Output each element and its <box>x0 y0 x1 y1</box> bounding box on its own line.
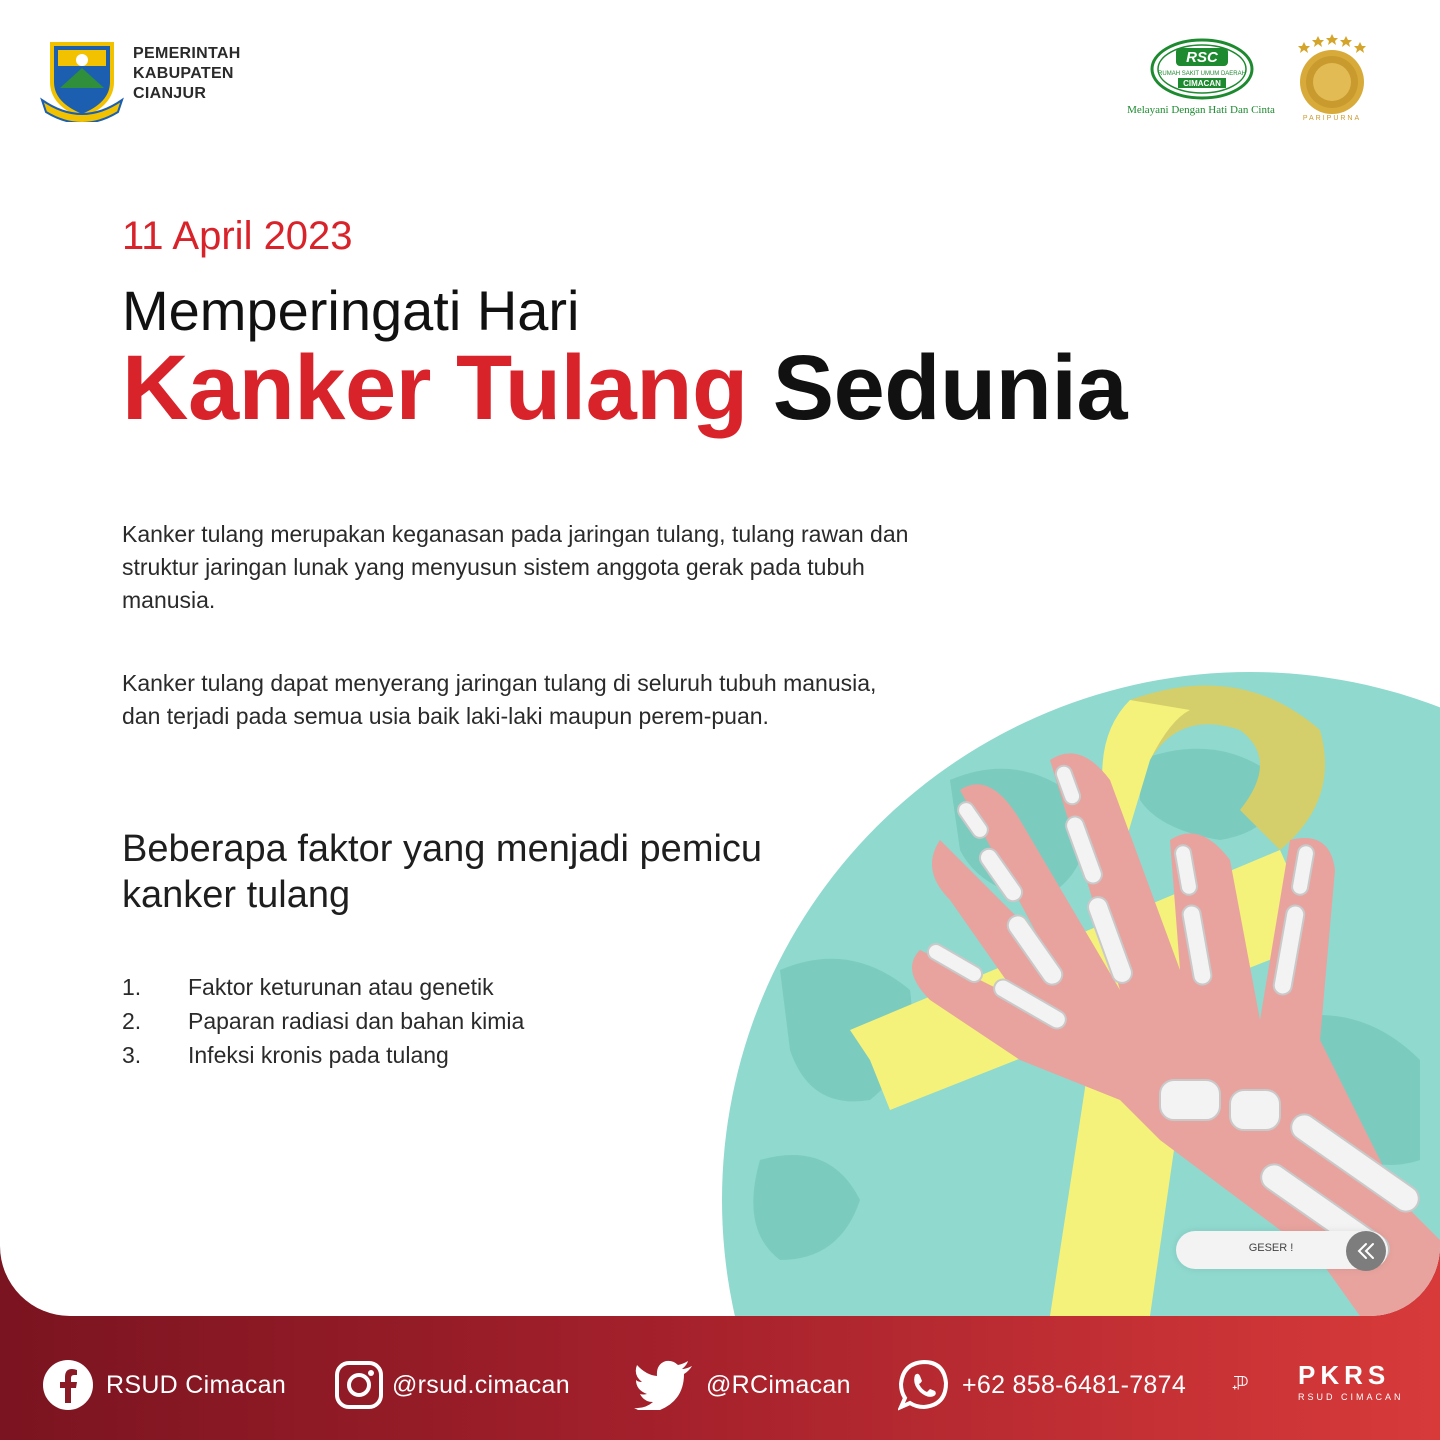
swipe-label: GESER ! <box>1248 1242 1294 1254</box>
rsc-city: CIMACAN <box>1183 79 1221 88</box>
whatsapp-number: +62 858-6481-7874 <box>962 1370 1187 1399</box>
detail-paragraph: Kanker tulang dapat menyerang jaringan tulang di seluruh tubuh manusia, dan terjadi pada semua usia baik laki-laki maupun perem-puan. <box>122 670 877 729</box>
list-item: 1. Faktor keturunan atau genetik <box>122 974 494 1000</box>
intro-paragraph: Kanker tulang merupakan keganasan pada jaringan tulang, tulang rawan dan struktur jaringan lunak yang menyusun sistem anggota gerak pada tubuh manusia. <box>122 521 909 613</box>
gov-title <box>133 44 241 104</box>
bone-cancer-illustration <box>720 640 1440 1316</box>
rsc-tagline: Melayani Dengan Hati Dan Cinta <box>1127 104 1275 116</box>
pkrs-brand: PKRS <box>1298 1360 1391 1390</box>
instagram-handle: @rsud.cimacan <box>392 1370 570 1399</box>
gov-line-1: PEMERINTAH <box>133 45 241 62</box>
gov-line-2: KABUPATEN <box>133 65 234 82</box>
twitter-link[interactable] <box>634 1360 851 1410</box>
event-date: 11 April 2023 <box>122 214 353 258</box>
factors-heading: Beberapa faktor yang menjadi pemicu kanker tulang <box>122 828 763 916</box>
title-suffix: Sedunia <box>772 337 1128 439</box>
double-chevron-left-icon <box>1355 1240 1377 1262</box>
accreditation-label: PARIPURNA <box>1302 115 1362 122</box>
list-item: 2. Paparan radiasi dan bahan kimia <box>122 1008 525 1034</box>
gov-line-3: CIANJUR <box>133 85 207 102</box>
title-line-2 <box>122 336 1127 441</box>
instagram-link[interactable] <box>334 1360 570 1410</box>
accreditation-badge-icon <box>1290 32 1374 122</box>
twitter-icon <box>634 1360 694 1410</box>
facebook-link[interactable] <box>42 1360 286 1410</box>
pkrs-subtitle: RSUD CIMACAN <box>1298 1392 1404 1402</box>
rsc-logo-icon <box>1150 38 1254 100</box>
title-line-1: Memperingati Hari <box>122 279 580 342</box>
facebook-handle: RSUD Cimacan <box>106 1370 287 1399</box>
rsc-name: RUMAH SAKIT UMUM DAERAH <box>1158 71 1246 77</box>
instagram-icon <box>334 1360 384 1410</box>
pkrs-logo-icon <box>1232 1358 1294 1408</box>
cianjur-emblem-icon <box>40 38 124 122</box>
list-item: 3. Infeksi kronis pada tulang <box>122 1042 449 1068</box>
swipe-button[interactable] <box>1346 1231 1386 1271</box>
title-highlight: Kanker Tulang <box>122 337 748 439</box>
twitter-handle: @RCimacan <box>706 1370 851 1399</box>
rsc-initials: RSC <box>1186 49 1218 66</box>
facebook-icon <box>42 1359 94 1411</box>
factors-list <box>122 970 524 1072</box>
whatsapp-link[interactable] <box>898 1360 1186 1410</box>
whatsapp-icon <box>898 1359 950 1411</box>
